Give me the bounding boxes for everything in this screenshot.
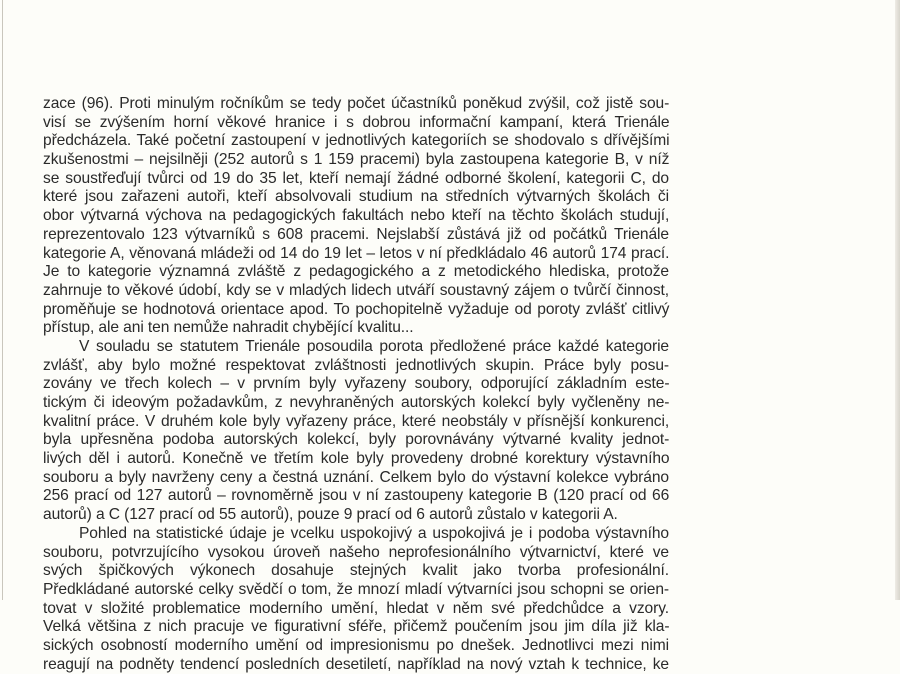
text-line: zahrnuje to věkové údobí, kdy se v mladých lidech utváří soustavný zájem o tvůrčí činnost, (43, 281, 669, 299)
text-line: svých špičkových výkonech dosahuje stejných kvalit jako tvorba profesionální. (43, 562, 669, 580)
text-line: sických osobností moderního umění od impresionismu po dnešek. Jednotlivci mezi nimi (43, 636, 669, 654)
text-line: souboru, potvrzujícího vysokou úroveň našeho neprofesionálního výtvarnictví, které ve (43, 543, 669, 561)
text-line: které jsou zařazeni autoři, kteří absolvovali studium na středních výtvarných školách či (43, 188, 669, 206)
text-line: tovat v složité problematice moderního umění, hledat v něm své předchůdce a vzory. (43, 599, 669, 617)
text-line: kategorie A, věnovaná mládeži od 14 do 19 let – letos v ní předkládalo 46 autorů 174 prací. (43, 244, 670, 262)
page-edge-right (895, 0, 900, 600)
text-line: tickým či ideovým požadavkům, z nevyhraněných autorských kolekcí byly vyčleněny ne- (43, 394, 670, 411)
text-line: 256 prací od 127 autorů – rovnoměrně jsou v ní zastoupeny kategorie B (120 prací od 66 (43, 487, 670, 505)
paragraph-3 (43, 525, 669, 674)
text-line: reagují na podněty tendencí posledních desetiletí, například na nový vztah k technice, ke (43, 655, 669, 673)
document-body (43, 95, 669, 674)
text-line: obor výtvarná výchova na pedagogických fakultách nebo kteří na těchto školách studují, (43, 207, 670, 225)
text-line: zvlášť, aby bylo možné respektovat zvláštnosti jednotlivých skupin. Práce byly posu- (43, 356, 669, 374)
text-line: souboru a byly navrženy ceny a čestná uznání. Celkem bylo do výstavní kolekce vybráno (43, 468, 669, 486)
paragraph-2 (43, 338, 669, 525)
text-line: autorů) a C (127 prací od 55 autorů), pouze 9 prací od 6 autorů zůstalo v kategorii A. (43, 506, 618, 524)
text-line: Pohled na statistické údaje je vcelku uspokojivý a uspokojivá je i podoba výstavního (79, 524, 669, 542)
text-line: livých děl i autorů. Konečně ve třetím kole byly provedeny drobné korektury výstavního (43, 450, 670, 468)
paragraph-1 (43, 95, 669, 338)
text-line: byla upřesněna podoba autorských kolekcí, byly porovnávány výtvarné kvality jednot- (43, 431, 670, 449)
text-line: přístup, ale ani ten nemůže nahradit chybějící kvalitu... (43, 319, 414, 337)
text-line: Předkládané autorské celky svědčí o tom, že mnozí mladí výtvarníci jsou schopni se orien- (43, 580, 670, 598)
text-line: Velká většina z nich pracuje ve figurativní sféře, přičemž poučením jsou jim díla již kla- (43, 618, 670, 636)
text-line: kvalitní práce. V druhém kole byly vyřazeny práce, které neobstály v přísnější konkurenci, (43, 412, 670, 430)
text-line: zkušenostmi – nejsilněji (252 autorů s 1 159 pracemi) byla zastoupena kategorie B, v níž (43, 151, 670, 169)
text-line: Je to kategorie významná zvláště z pedagogického a z metodického hlediska, protože (43, 263, 669, 281)
text-line: zace (96). Proti minulým ročníkům se tedy počet účastníků poněkud zvýšil, což jistě sou- (43, 95, 670, 112)
text-line: proměňuje se hodnotová orientace apod. To pochopitelně vyžaduje od poroty zvlášť citlivý (43, 300, 670, 318)
text-line: předcházela. Také početní zastoupení v jednotlivých kategoriích se shodovalo s dřívějšími (43, 132, 670, 150)
text-line: se soustřeďují tvůrci od 19 do 35 let, kteří nemají žádné odborné školení, kategorii C, do (43, 169, 669, 187)
text-line: visí se zvýšením horní věkové hranice i s dobrou informační kampaní, která Trienále (43, 113, 670, 131)
text-line: zovány ve třech kolech – v prvním byly vyřazeny soubory, odporující základním este- (43, 375, 670, 393)
text-line: reprezentovalo 123 výtvarníků s 608 pracemi. Nejslabší zůstává již od počátků Trienále (43, 225, 669, 243)
text-line: V souladu se statutem Trienále posoudila porota předložené práce každé kategorie (79, 337, 670, 355)
page-edge-left (2, 0, 3, 600)
